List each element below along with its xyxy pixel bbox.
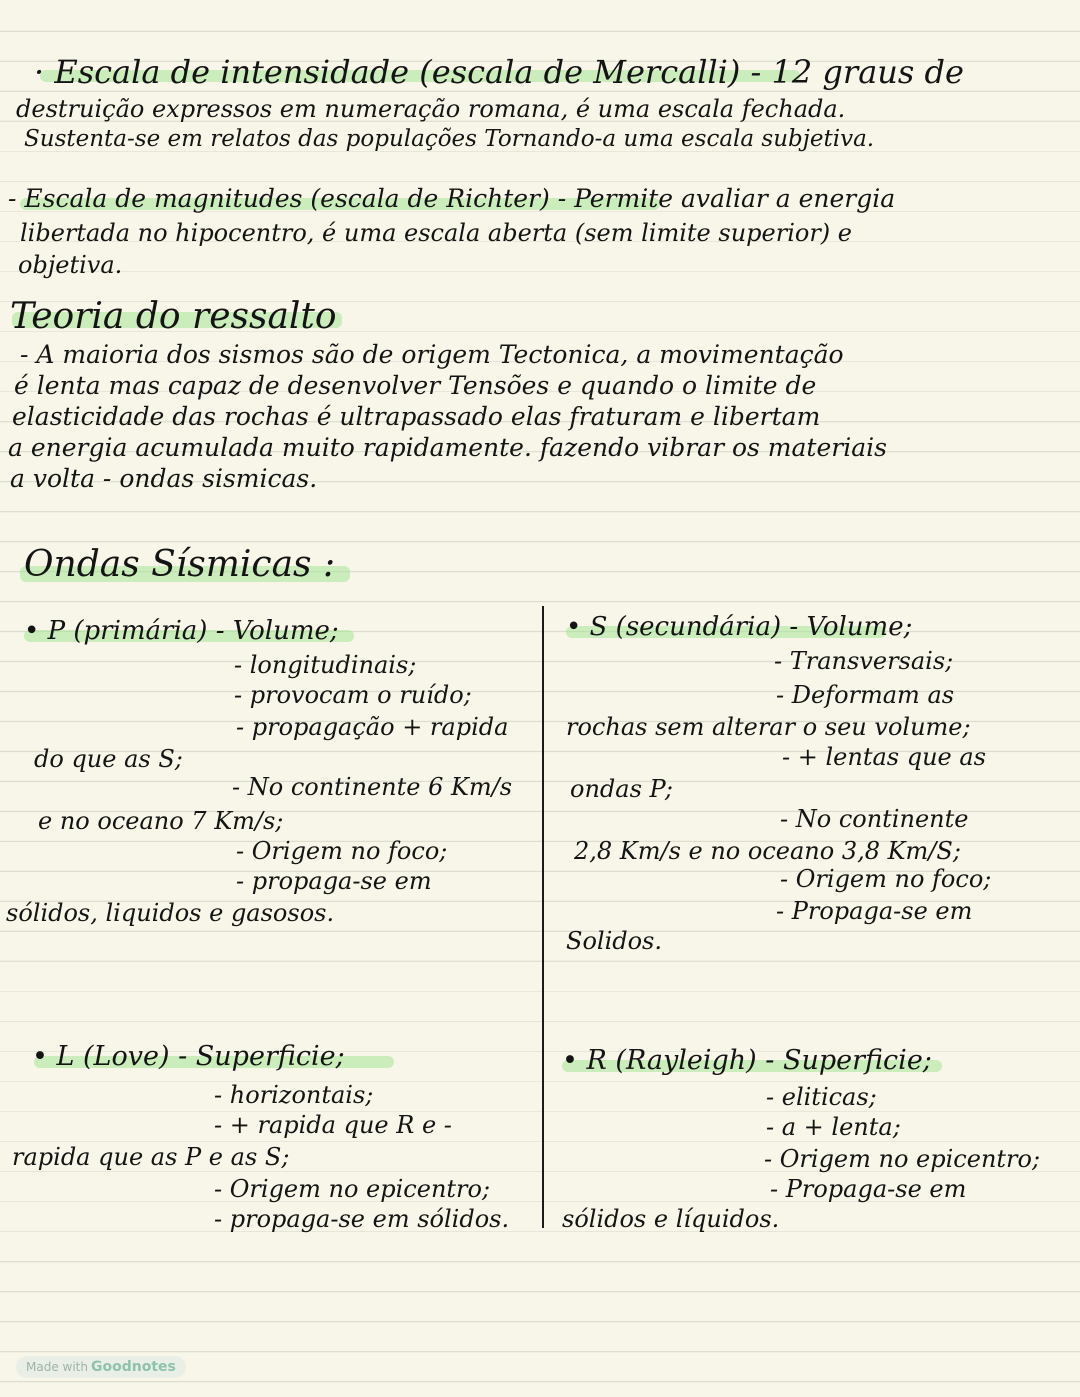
r-wave-line: • R (Rayleigh) - Superficie; [562, 1045, 932, 1076]
p-wave-line: - propagação + rapida [236, 713, 509, 741]
teoria-line-2: é lenta mas capaz de desenvolver Tensões e quando o limite de [14, 371, 817, 400]
teoria-title: Teoria do ressalto [10, 296, 337, 337]
l-wave-line: rapida que as P e as S; [12, 1143, 290, 1171]
l-wave-line: - propaga-se em sólidos. [214, 1205, 510, 1233]
teoria-line-1: - A maioria dos sismos são de origem Tectonica, a movimentação [20, 340, 844, 369]
l-wave-line: - horizontais; [214, 1081, 374, 1109]
s-wave-line: 2,8 Km/s e no oceano 3,8 Km/S; [574, 837, 961, 865]
richter-line-3: objetiva. [18, 251, 123, 279]
s-wave-line: • S (secundária) - Volume; [566, 612, 913, 642]
r-wave-line: - Propaga-se em [770, 1175, 967, 1203]
richter-line-1: - Escala de magnitudes (escala de Richter) - Permite avaliar a energia [8, 184, 896, 213]
l-wave-line: - + rapida que R e - [214, 1111, 452, 1139]
l-wave-line: - Origem no epicentro; [214, 1175, 491, 1203]
s-wave-line: rochas sem alterar o seu volume; [566, 713, 971, 741]
l-wave-line: • L (Love) - Superficie; [32, 1041, 345, 1072]
mercalli-line-3: Sustenta-se em relatos das populações Tornando-a uma escala subjetiva. [24, 126, 875, 152]
r-wave-line: sólidos e líquidos. [562, 1205, 780, 1233]
p-wave-line: - No continente 6 Km/s [232, 773, 513, 801]
s-wave-line: - + lentas que as [782, 743, 986, 771]
mercalli-line-2: destruição expressos em numeração romana, é uma escala fechada. [16, 95, 846, 123]
richter-line-2: libertada no hipocentro, é uma escala aberta (sem limite superior) e [20, 219, 852, 247]
p-wave-line: - provocam o ruído; [234, 681, 472, 709]
made-with-label: Made with [26, 1360, 88, 1374]
p-wave-line: do que as S; [34, 745, 183, 773]
goodnotes-badge [16, 1356, 186, 1378]
p-wave-line: e no oceano 7 Km/s; [38, 807, 284, 835]
s-wave-line: - Transversais; [774, 647, 954, 675]
s-wave-line: Solidos. [566, 927, 662, 955]
r-wave-line: - Origem no epicentro; [764, 1145, 1041, 1173]
p-wave-line: - propaga-se em [236, 867, 432, 895]
p-wave-line: sólidos, liquidos e gasosos. [6, 899, 335, 927]
goodnotes-logo: Goodnotes [90, 1359, 176, 1375]
column-divider [542, 606, 544, 1228]
r-wave-line: - a + lenta; [766, 1113, 901, 1141]
r-wave-line: - eliticas; [766, 1083, 877, 1111]
s-wave-line: ondas P; [570, 775, 673, 803]
p-wave-line: - Origem no foco; [236, 837, 448, 865]
p-wave-line: - longitudinais; [234, 651, 417, 679]
ondas-title: Ondas Sísmicas : [24, 544, 336, 585]
teoria-line-5: a volta - ondas sismicas. [10, 464, 318, 493]
teoria-line-4: a energia acumulada muito rapidamente. fazendo vibrar os materiais [8, 433, 887, 462]
s-wave-line: - Origem no foco; [780, 865, 992, 893]
teoria-line-3: elasticidade das rochas é ultrapassado elas fraturam e libertam [12, 402, 821, 431]
p-wave-line: • P (primária) - Volume; [24, 616, 339, 646]
s-wave-line: - Deformam as [776, 681, 955, 709]
s-wave-line: - No continente [780, 805, 969, 833]
s-wave-line: - Propaga-se em [776, 897, 973, 925]
mercalli-line-1: · Escala de intensidade (escala de Mercalli) - 12 graus de [34, 53, 964, 91]
